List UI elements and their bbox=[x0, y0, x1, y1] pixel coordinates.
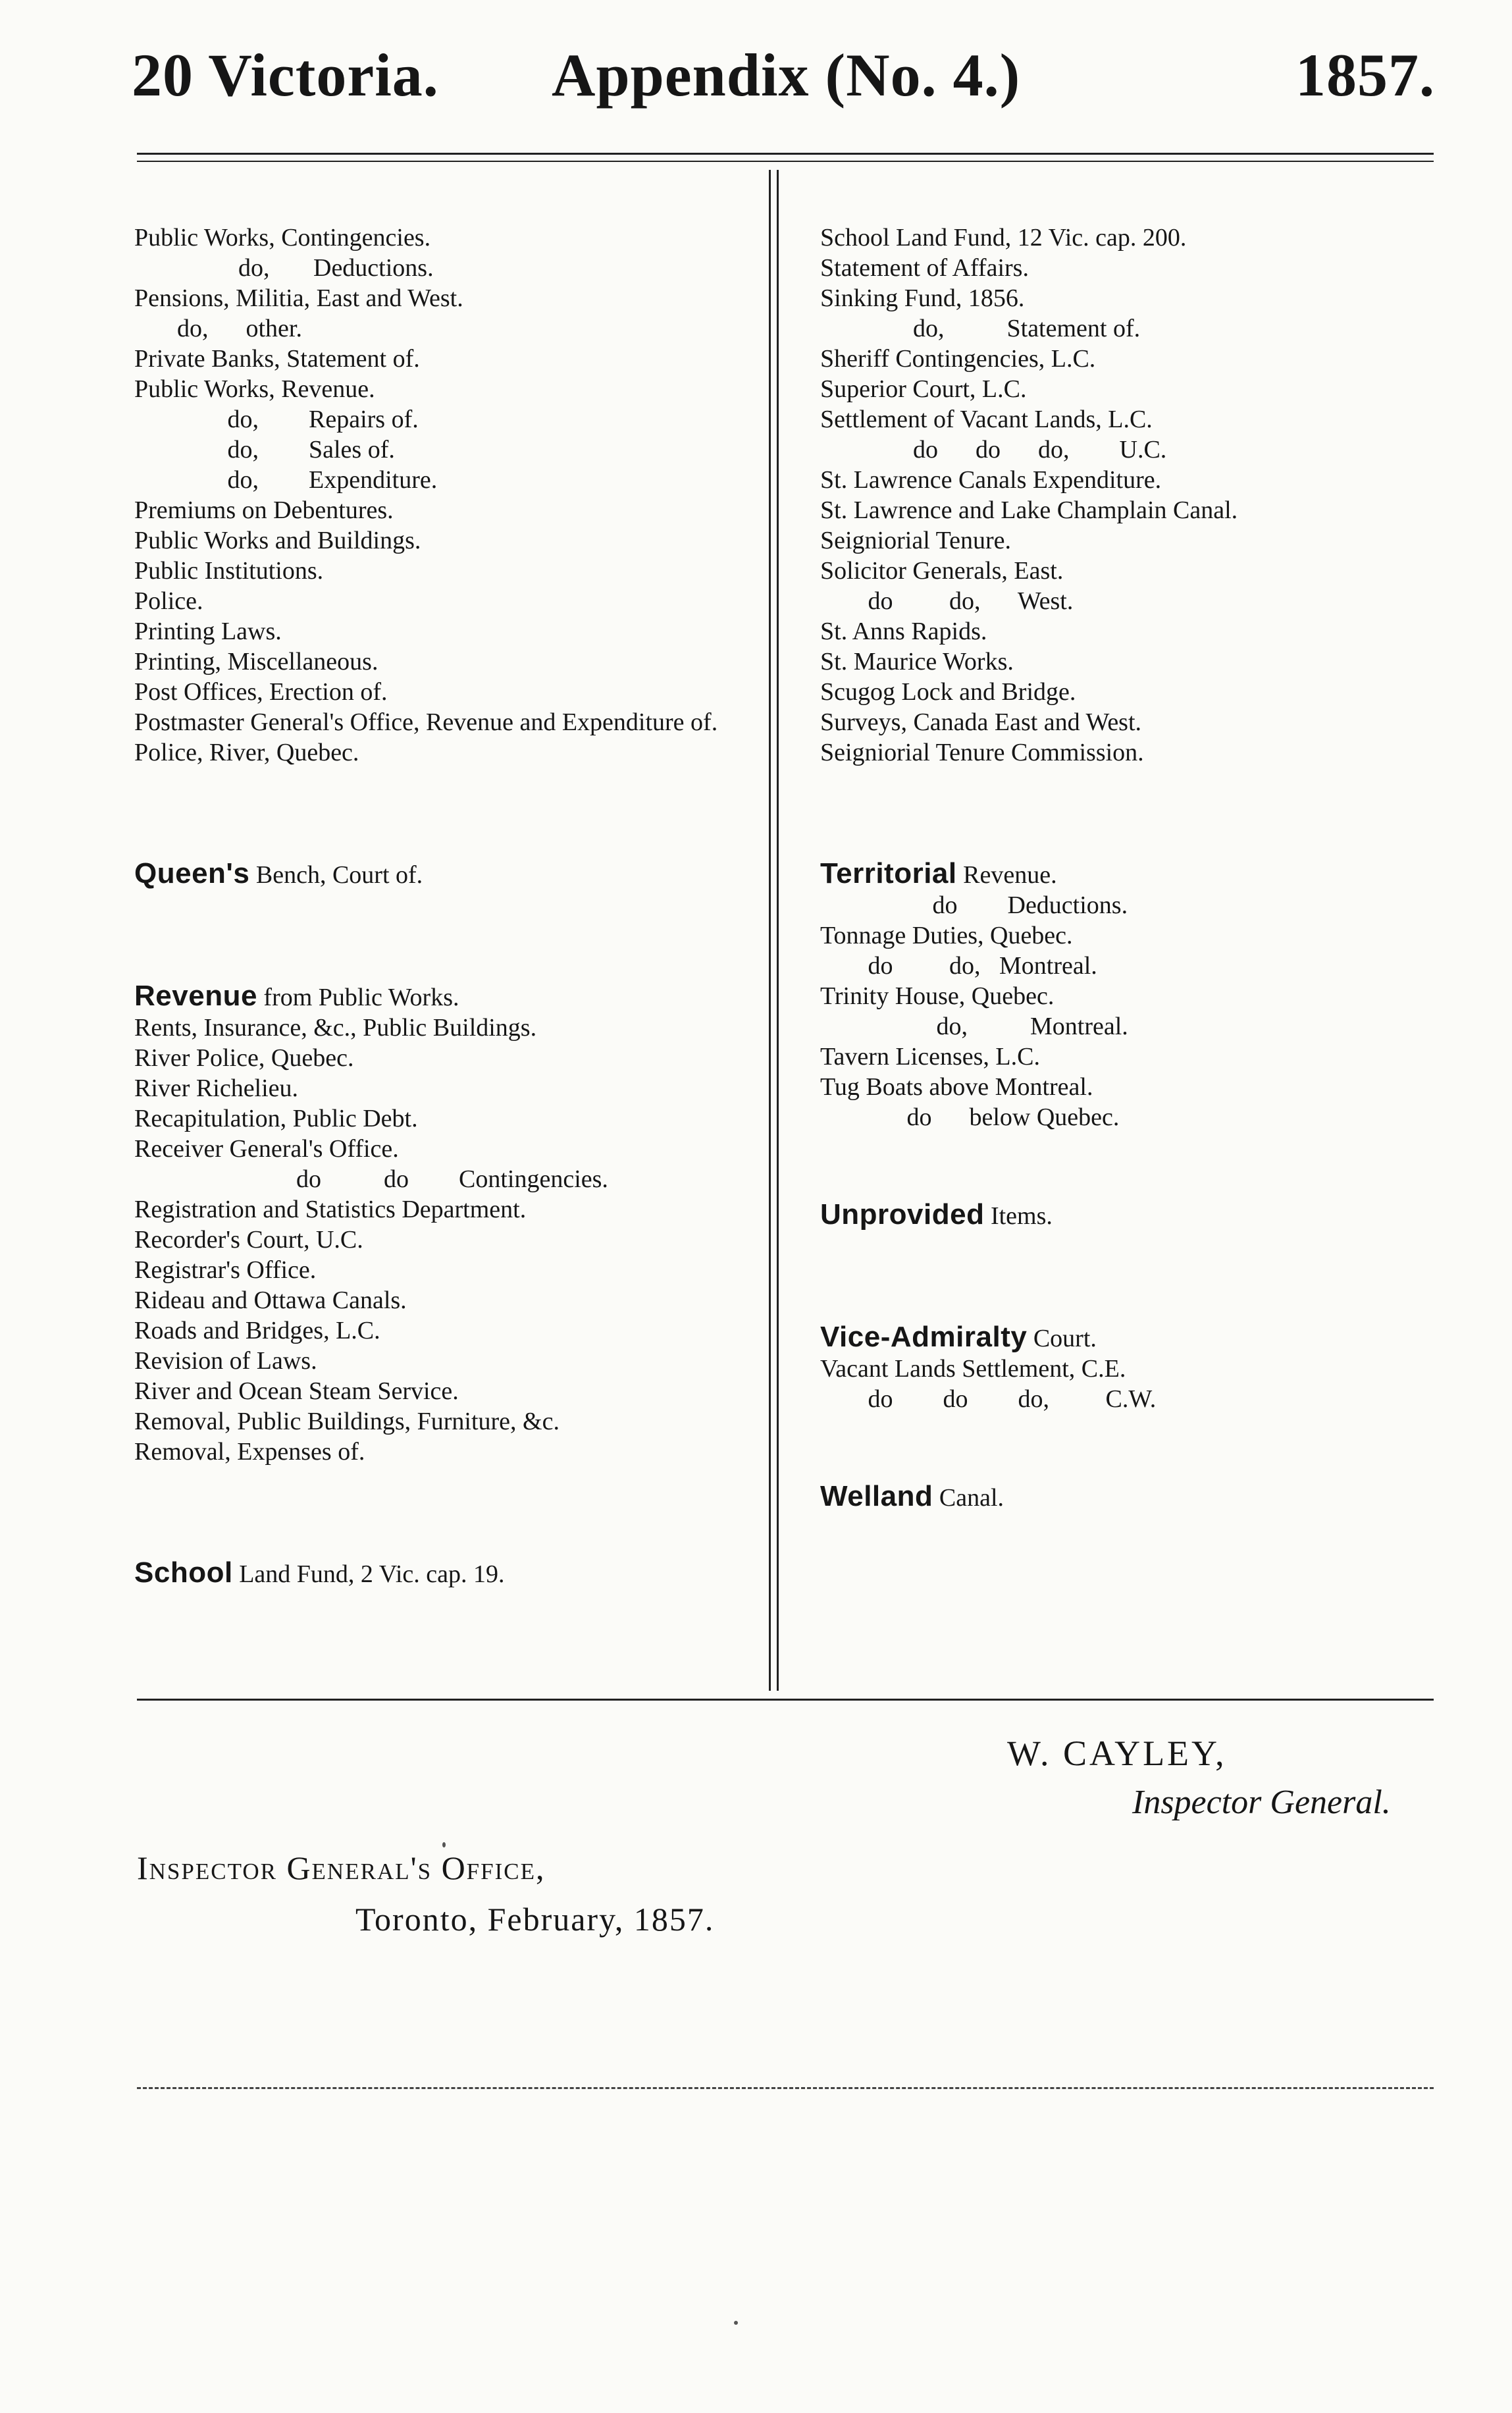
entry-text: from Public Works. bbox=[257, 984, 459, 1011]
letter-lead: Welland bbox=[820, 1480, 933, 1512]
index-entry: do do Contingencies. bbox=[246, 1165, 608, 1193]
entry-text: Court. bbox=[1027, 1325, 1097, 1352]
index-entry: Removal, Expenses of. bbox=[134, 1438, 365, 1466]
index-group-v bbox=[820, 1322, 1432, 1414]
index-group-p bbox=[134, 223, 746, 768]
signatory-title: Inspector General. bbox=[1132, 1784, 1391, 1821]
index-entry: Registrar's Office. bbox=[134, 1256, 317, 1284]
index-entry: Tug Boats above Montreal. bbox=[820, 1073, 1093, 1101]
index-entry: do do, Montreal. bbox=[849, 952, 1097, 980]
index-entry: Sheriff Contingencies, L.C. bbox=[820, 345, 1096, 373]
index-entry: River Richelieu. bbox=[134, 1074, 299, 1102]
index-entry: Printing, Miscellaneous. bbox=[134, 648, 378, 676]
index-entry: Rents, Insurance, &c., Public Buildings. bbox=[134, 1014, 537, 1042]
index-entry: Public Institutions. bbox=[134, 557, 324, 585]
index-entry: Pensions, Militia, East and West. bbox=[134, 284, 463, 312]
letter-lead: Vice-Admiralty bbox=[820, 1321, 1028, 1353]
index-entry: Registration and Statistics Department. bbox=[134, 1196, 527, 1223]
index-group-s-left bbox=[134, 1558, 746, 1589]
index-group-s bbox=[820, 223, 1432, 768]
index-entry: River Police, Quebec. bbox=[134, 1044, 354, 1072]
index-entry: St. Maurice Works. bbox=[820, 648, 1014, 676]
entry-text: Items. bbox=[984, 1202, 1053, 1230]
ink-speck bbox=[442, 1842, 446, 1847]
index-entry bbox=[134, 859, 746, 890]
index-entry: School Land Fund, 12 Vic. cap. 200. bbox=[820, 224, 1187, 252]
index-group-u bbox=[820, 1200, 1432, 1231]
header-year: 1857. bbox=[1295, 41, 1435, 109]
index-entry: Premiums on Debentures. bbox=[134, 496, 394, 524]
section-rule bbox=[137, 1699, 1434, 1701]
office-name: Inspector General's Office, bbox=[137, 1849, 546, 1886]
index-entry: Receiver General's Office. bbox=[134, 1135, 399, 1163]
index-entry: Private Banks, Statement of. bbox=[134, 345, 420, 373]
index-left-column bbox=[134, 223, 746, 1589]
header-appendix: Appendix (No. 4.) bbox=[552, 41, 1021, 109]
index-entry: Public Works, Contingencies. bbox=[134, 224, 431, 252]
index-entry: do, Repairs of. bbox=[196, 406, 419, 433]
index-entry: Roads and Bridges, L.C. bbox=[134, 1317, 380, 1344]
index-entry: do do do, C.W. bbox=[849, 1385, 1157, 1413]
entry-text: Land Fund, 2 Vic. cap. 19. bbox=[232, 1560, 505, 1588]
index-entry: Post Offices, Erection of. bbox=[134, 678, 388, 706]
letter-lead: Territorial bbox=[820, 857, 957, 889]
index-entry: do below Quebec. bbox=[875, 1103, 1120, 1131]
index-entry: Solicitor Generals, East. bbox=[820, 557, 1064, 585]
index-entry: do do, West. bbox=[849, 587, 1074, 615]
index-entry bbox=[820, 859, 1432, 890]
index-entry: Public Works and Buildings. bbox=[134, 527, 421, 554]
index-entry: Removal, Public Buildings, Furniture, &c. bbox=[134, 1408, 560, 1435]
index-entry: St. Lawrence Canals Expenditure. bbox=[820, 466, 1162, 494]
index-group-q bbox=[134, 859, 746, 890]
index-entry bbox=[820, 1481, 1432, 1513]
index-entry: do, Deductions. bbox=[213, 254, 434, 282]
index-entry: St. Anns Rapids. bbox=[820, 618, 987, 645]
index-entry: Revision of Laws. bbox=[134, 1347, 317, 1375]
index-group-w bbox=[820, 1481, 1432, 1513]
index-entry: Public Works, Revenue. bbox=[134, 375, 375, 403]
column-divider bbox=[769, 170, 779, 1691]
footer-wavy-rule bbox=[137, 2087, 1434, 2089]
index-group-r bbox=[134, 981, 746, 1467]
index-entry: Trinity House, Quebec. bbox=[820, 982, 1055, 1010]
index-entry bbox=[820, 1322, 1432, 1354]
office-place-date: Toronto, February, 1857. bbox=[355, 1901, 715, 1938]
index-entry: do, Expenditure. bbox=[196, 466, 438, 494]
letter-lead: Queen's bbox=[134, 857, 250, 889]
letter-lead: Revenue bbox=[134, 980, 257, 1012]
index-entry: Surveys, Canada East and West. bbox=[820, 708, 1142, 736]
index-entry: Police, River, Quebec. bbox=[134, 739, 359, 766]
index-entry: Tonnage Duties, Quebec. bbox=[820, 922, 1073, 949]
letter-lead: School bbox=[134, 1556, 233, 1589]
header-session: 20 Victoria. bbox=[132, 41, 439, 109]
index-group-t bbox=[820, 859, 1432, 1132]
index-entry: do, Statement of. bbox=[875, 315, 1141, 342]
entry-text: Revenue. bbox=[956, 861, 1057, 889]
index-entry: Printing Laws. bbox=[134, 618, 282, 645]
index-entry: do, Montreal. bbox=[893, 1013, 1128, 1040]
index-entry: Scugog Lock and Bridge. bbox=[820, 678, 1076, 706]
index-entry: do, other. bbox=[165, 315, 302, 342]
index-entry bbox=[134, 1558, 746, 1589]
index-entry: do do do, U.C. bbox=[875, 436, 1167, 464]
index-entry: Vacant Lands Settlement, C.E. bbox=[820, 1355, 1126, 1383]
index-entry: Superior Court, L.C. bbox=[820, 375, 1027, 403]
index-entry: Rideau and Ottawa Canals. bbox=[134, 1286, 407, 1314]
entry-text: Canal. bbox=[933, 1484, 1004, 1512]
letter-lead: Unprovided bbox=[820, 1198, 985, 1231]
index-entry: Recapitulation, Public Debt. bbox=[134, 1105, 418, 1132]
index-entry bbox=[820, 1200, 1432, 1231]
index-entry: do, Sales of. bbox=[196, 436, 395, 464]
index-entry: River and Ocean Steam Service. bbox=[134, 1377, 459, 1405]
signatory-name: W. CAYLEY, bbox=[1007, 1734, 1227, 1773]
index-entry: do Deductions. bbox=[889, 891, 1128, 919]
index-entry: Seigniorial Tenure. bbox=[820, 527, 1012, 554]
index-entry: Statement of Affairs. bbox=[820, 254, 1029, 282]
index-right-column bbox=[820, 223, 1432, 1513]
index-entry bbox=[134, 981, 746, 1013]
ink-speck bbox=[734, 2321, 738, 2325]
index-entry: Seigniorial Tenure Commission. bbox=[820, 739, 1144, 766]
index-entry: Sinking Fund, 1856. bbox=[820, 284, 1025, 312]
index-entry: St. Lawrence and Lake Champlain Canal. bbox=[820, 496, 1238, 524]
index-entry: Postmaster General's Office, Revenue and Expenditure of. bbox=[134, 708, 718, 736]
header-double-rule bbox=[137, 153, 1434, 162]
index-entry: Settlement of Vacant Lands, L.C. bbox=[820, 406, 1153, 433]
entry-text: Bench, Court of. bbox=[249, 861, 423, 889]
index-entry: Tavern Licenses, L.C. bbox=[820, 1043, 1040, 1071]
index-entry: Recorder's Court, U.C. bbox=[134, 1226, 363, 1254]
index-entry: Police. bbox=[134, 587, 203, 615]
